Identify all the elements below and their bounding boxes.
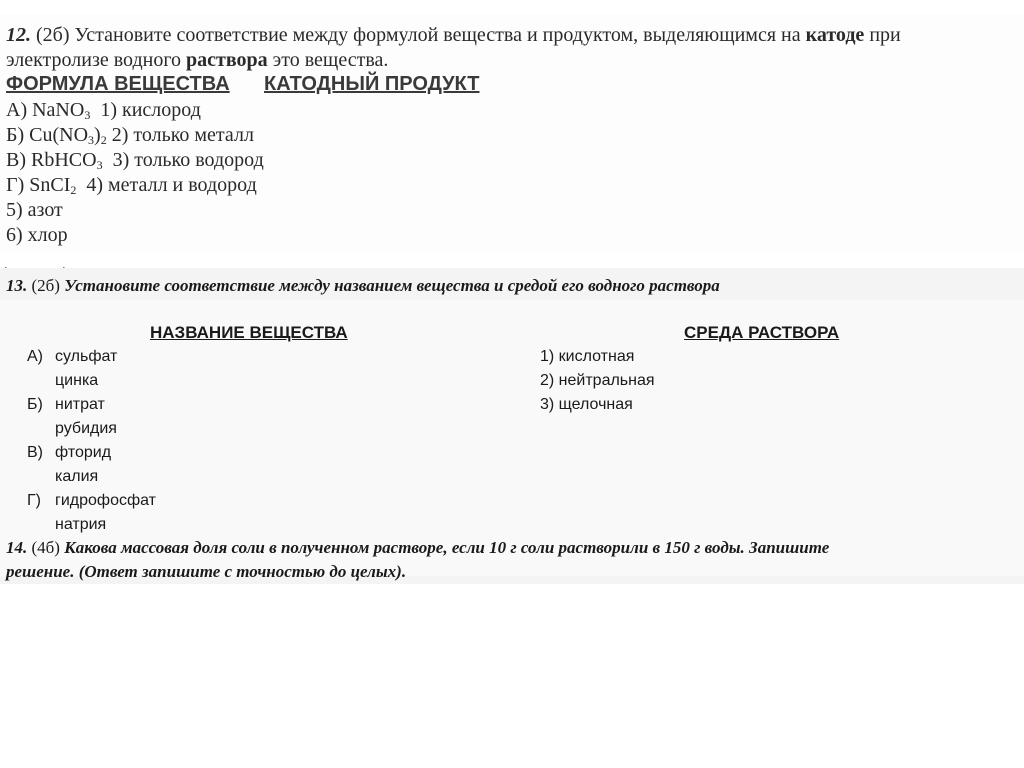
q12-extra-option: 5) азот (6, 199, 63, 221)
q12-keyword-solution: раствора (186, 49, 268, 71)
q12-row: Б) Cu(NO3)2 2) только металл (6, 124, 254, 147)
q12-number: 12. (6, 24, 31, 46)
dotted-mark: · (4, 262, 8, 274)
q13-substance-line1: гидрофосфат (55, 492, 157, 509)
q14-question-line1: 14. (4б) Какова массовая доля соли в полученном растворе, если 10 г соли растворили в 150 г воды. Запишите (6, 538, 830, 557)
q12-answer: 1) кислород (100, 99, 201, 121)
q12-row: А) NaNO3 1) кислород (6, 99, 201, 122)
q13-substance-line2: натрия (55, 516, 107, 533)
q13-medium-option: 3) щелочная (540, 396, 633, 413)
q13-substance-line1: фторид (55, 444, 112, 461)
q13-letter: Б) (27, 396, 43, 413)
q12-extra-option: 6) хлор (6, 224, 68, 246)
q13-number: 13. (6, 276, 28, 295)
q12-header-formula: ФОРМУЛА ВЕЩЕСТВА (6, 73, 230, 95)
q13-substance-line2: цинка (55, 372, 99, 389)
q13-medium-option: 1) кислотная (540, 348, 635, 365)
q14-points: (4б) (31, 538, 60, 557)
q12-header-product: КАТОДНЫЙ ПРОДУКТ (264, 73, 480, 95)
dotted-mark: · (62, 262, 66, 274)
q12-row: Г) SnCI2 4) металл и водород (6, 174, 257, 197)
q14-number: 14. (6, 538, 28, 557)
q12-answer: 4) металл и водород (86, 174, 257, 196)
q12-points: (2б) (36, 24, 70, 46)
q13-letter: В) (27, 444, 43, 461)
q13-header-substance: НАЗВАНИЕ ВЕЩЕСТВА (150, 323, 348, 342)
q13-question: 13. (2б) Установите соответствие между названием вещества и средой его водного раствора (6, 276, 720, 295)
q12-text-line2: электролизе водного раствора это вещества. (6, 49, 389, 71)
q13-substance-line1: нитрат (55, 396, 105, 413)
q12-answer: 2) только металл (111, 124, 254, 146)
q12-answer: 3) только водород (112, 149, 264, 171)
q12-keyword-cathode: катоде (805, 24, 865, 46)
q13-points: (2б) (31, 276, 60, 295)
q13-substance-line1: сульфат (55, 348, 118, 365)
q13-substance-line2: рубидия (55, 420, 117, 437)
q12-row: В) RbHCO3 3) только водород (6, 149, 264, 172)
q13-letter: А) (27, 348, 43, 365)
q13-header-medium: СРЕДА РАСТВОРА (684, 323, 840, 342)
q13-medium-option: 2) нейтральная (540, 372, 655, 389)
q13-substance-line2: калия (55, 468, 99, 485)
q13-letter: Г) (27, 492, 41, 509)
q12-text-line1: 12. (2б) Установите соответствие между формулой вещества и продуктом, выделяющимся на катоде при (6, 24, 901, 46)
q14-question-line2: решение. (Ответ запишите с точностью до целых). (6, 562, 407, 581)
